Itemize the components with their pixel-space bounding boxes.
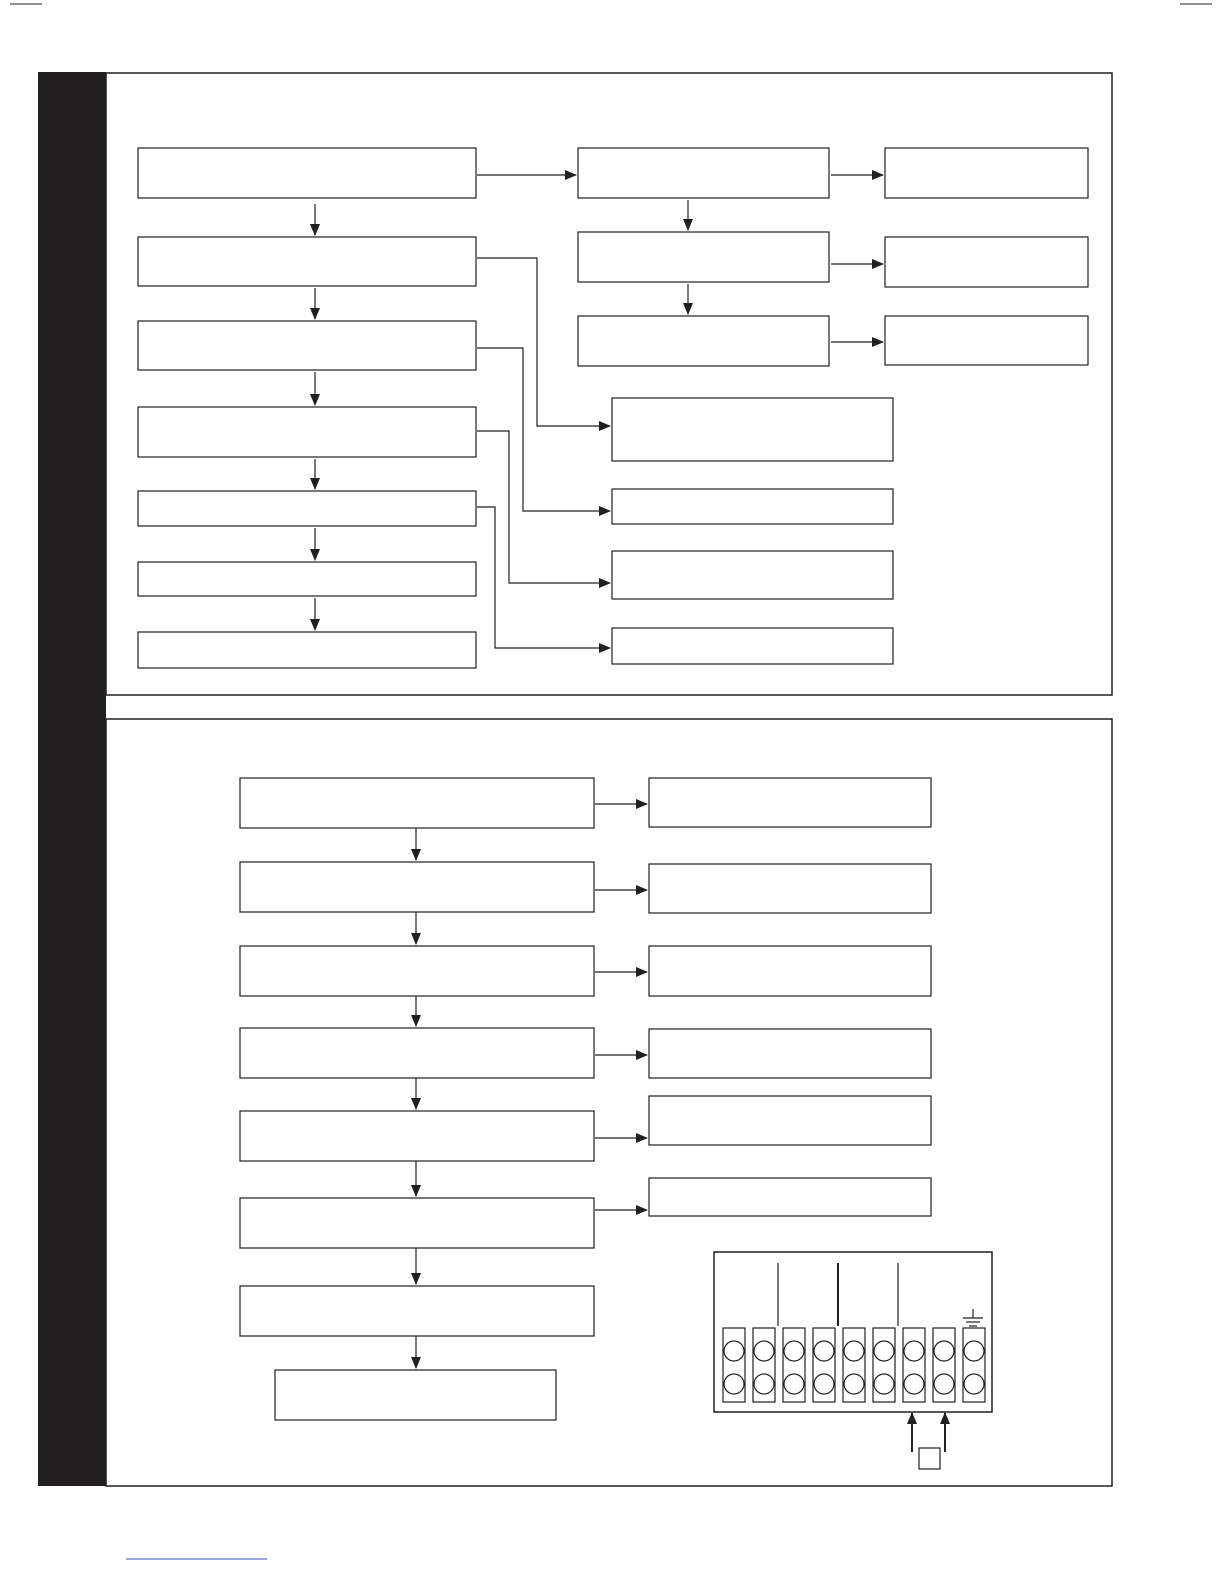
bottom-right-box-3 xyxy=(649,946,931,996)
terminal-screw-top xyxy=(904,1341,924,1361)
top-left-box-5 xyxy=(138,491,476,526)
top-far-box-3 xyxy=(885,316,1088,365)
top-side-arrow-4 xyxy=(477,507,610,648)
top-right-box-1 xyxy=(612,398,893,461)
terminal-screw-top xyxy=(844,1341,864,1361)
top-left-box-1 xyxy=(138,148,476,198)
top-left-box-2 xyxy=(138,237,476,286)
bottom-right-box-2 xyxy=(649,864,931,913)
top-far-box-1 xyxy=(885,148,1088,198)
terminal-row xyxy=(723,1328,985,1402)
bottom-left-box-4 xyxy=(240,1028,594,1078)
terminal-screw-bottom xyxy=(724,1374,744,1394)
top-left-box-3 xyxy=(138,321,476,370)
top-left-box-6 xyxy=(138,562,476,596)
bottom-right-box-6 xyxy=(649,1178,931,1216)
top-far-box-2 xyxy=(885,237,1088,287)
earth-ground-icon xyxy=(963,1309,983,1326)
terminal-screw-bottom xyxy=(784,1374,804,1394)
top-side-arrow-1 xyxy=(477,258,610,426)
bottom-right-box-1 xyxy=(649,778,931,827)
terminal-screw-bottom xyxy=(964,1374,984,1394)
bottom-right-box-4 xyxy=(649,1029,931,1078)
terminal-screw-top xyxy=(724,1341,744,1361)
top-side-arrow-2 xyxy=(477,348,610,511)
bottom-left-box-7 xyxy=(240,1286,594,1336)
bottom-right-box-5 xyxy=(649,1096,931,1145)
top-mid-box-2 xyxy=(578,232,829,282)
side-bar xyxy=(38,72,106,1486)
terminal-screw-top xyxy=(964,1341,984,1361)
top-right-box-4 xyxy=(612,628,893,664)
top-left-box-4 xyxy=(138,407,476,457)
bottom-left-box-3 xyxy=(240,946,594,996)
panel-top xyxy=(106,73,1112,695)
terminal-screw-bottom xyxy=(814,1374,834,1394)
input-marker-box xyxy=(919,1448,940,1469)
terminal-screw-top xyxy=(814,1341,834,1361)
top-left-box-7 xyxy=(138,632,476,668)
terminal-screw-top xyxy=(934,1341,954,1361)
panel-bottom xyxy=(106,719,1112,1486)
terminal-screw-top xyxy=(754,1341,774,1361)
top-mid-box-3 xyxy=(578,316,829,366)
terminal-screw-top xyxy=(784,1341,804,1361)
bottom-left-box-5 xyxy=(240,1111,594,1161)
top-right-box-2 xyxy=(612,489,893,524)
bottom-left-box-2 xyxy=(240,862,594,912)
bottom-left-box-8 xyxy=(275,1370,556,1420)
terminal-screw-bottom xyxy=(874,1374,894,1394)
terminal-screw-top xyxy=(874,1341,894,1361)
terminal-screw-bottom xyxy=(844,1374,864,1394)
terminal-screw-bottom xyxy=(904,1374,924,1394)
top-side-arrow-3 xyxy=(477,431,610,583)
bottom-left-box-1 xyxy=(240,778,594,828)
bottom-left-box-6 xyxy=(240,1198,594,1248)
terminal-screw-bottom xyxy=(754,1374,774,1394)
terminal-screw-bottom xyxy=(934,1374,954,1394)
top-mid-box-1 xyxy=(578,148,829,198)
top-right-box-3 xyxy=(612,551,893,599)
